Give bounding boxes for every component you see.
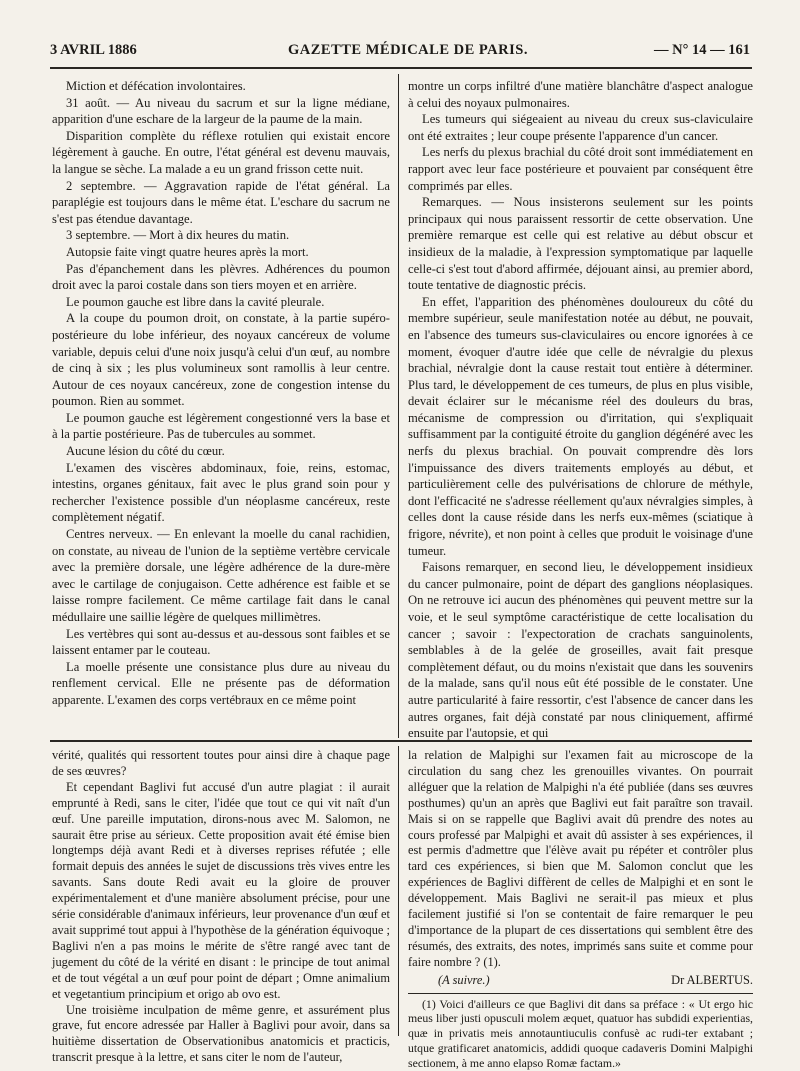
paragraph: A la coupe du poumon droit, on constate, à la partie supéro-postérieure du lobe inférieur, des noyaux cancéreux de volume variable, depuis celui d'une noix jusqu'à celui d'un œuf, au nombre de cinq à six ; les plus volumineux sont ramollis à leur centre. Autour de ces noyaux cancéreux, zone de congestion intense du poumon. Rien au sommet.	[52, 311, 390, 409]
footnote-text: (1) Voici d'ailleurs ce que Baglivi dit dans sa préface : « Ut ergo hic meus liber justi opusculi molem æquet, quatuor has subdidi experientias, quæ in privatis meis annotauntiuculis confusè ac rudi-ter extabant ; utque gratificaret anatomicis, addidi quoque cadaveris Domini Malpighi sectionem, à me anno elapso Romæ factam.»	[408, 996, 753, 1070]
footnote-rule	[408, 993, 753, 994]
header-page-number: — N° 14 — 161	[653, 42, 750, 58]
paragraph: Aucune lésion du côté du cœur.	[66, 444, 225, 459]
paragraph: Disparition complète du réflexe rotulien qui existait encore légèrement à gauche. En outre, l'état général est devenu mauvais, la langue se sèche. La malade a eu un grand frisson cette nuit.	[52, 128, 390, 176]
paragraph: La moelle présente une consistance plus dure au niveau du renflement cervical. Elle ne présente pas de déformation apparente. L'examen des corps vertébraux en ce même point	[52, 659, 390, 707]
paragraph: 3 septembre. — Mort à dix heures du matin.	[66, 228, 290, 243]
paragraph: Pas d'épanchement dans les plèvres. Adhérences du poumon droit avec la paroi costale dans son tiers moyen et en arrière.	[52, 261, 390, 293]
bottom-right-paragraphs	[408, 748, 753, 971]
paragraph: vérité, qualités qui ressortent toutes pour ainsi dire à chaque page de ses œuvres?	[52, 748, 390, 778]
paragraph: En effet, l'apparition des phénomènes douloureux du côté du membre supérieur, seule manifestation notée au début, ne pouvait, en l'absence des tumeurs sus-claviculaires ou encore ignorées à ce moment, évoquer d'autre idée que celle de névralgie du plexus brachial, névralgie dont la cause restait tout entière à déterminer. Plus tard, le développement de ces tumeurs, de plus en plus visible, devait éclairer sur le mécanisme réel des douleurs du bras, mécanisme de compression ou d'irritation, qui s'expliquait suffisamment par la contiguité étroite du ganglion dégénéré avec les nerfs du plexus brachial. On pouvait comprendre dès lors l'impuissance des divers traitements employés au début, et particulièrement celle des pulvérisations de chlorure de méthyle, dont l'efficacité ne s'adresse réellement qu'aux névralgies simples, à celles dont la cause réside dans les nerfs eux-mêmes (sciatique à frigore, névrite), et non point à celles que produit le voisinage d'une tumeur.	[408, 294, 753, 558]
paragraph: Une troisième inculpation de même genre, et assurément plus grave, fut encore adressée par Haller à Baglivi pour avoir, dans sa huitième dissertation de Observationibus anatomicis et practicis, transcrit presque à la lettre, et sans citer le nom de l'auteur,	[52, 1002, 390, 1065]
paragraph: Remarques. — Nous insisterons seulement sur les points principaux qui nous paraissent ressortir de cette observation. Une première remarque est celle qui est relative au début obscur et insidieux de la maladie, à l'expression symptomatique par laquelle celle-ci s'est tout d'abord affirmée, déjouant ainsi, au premier abord, toute tentative de diagnostic précis.	[408, 195, 753, 293]
signature-line	[408, 973, 753, 989]
paragraph: Centres nerveux. — En enlevant la moelle du canal rachidien, on constate, au niveau de l'union de la septième vertèbre cervicale avec la première dorsale, une légère adhérence de la dure-mère avec le cartilage de conjugaison. Cette adhérence est faible et se laisse rompre facilement. Ce même cartilage fait dans le canal médullaire une saillie légère de quelques millimètres.	[52, 527, 390, 624]
page-header	[50, 42, 750, 66]
paragraph: Le poumon gauche est légèrement congestionné vers la base et à la partie postérieure. Pas de tubercules au sommet.	[52, 410, 390, 442]
paragraph: Et cependant Baglivi fut accusé d'un autre plagiat : il aurait emprunté à Redi, sans le citer, l'idée que tout ce qui vit naît d'un œuf. Une pareille imputation, dirons-nous avec M. Salomon, ne saurait être prise au sérieux. Cette proposition avait été émise bien longtemps déjà avant Redi et à diverses reprises réfutée ; elle formait depuis des années le sujet de discussions très vives entre les savants. Sans doute Redi avait eu la gloire de prouver expérimentalement et d'une manière absolument précise, pour une série considérable d'animaux inférieurs, leur provenance d'un œuf et avait supprimé tout appui à l'hypothèse de la génération équivoque ; Baglivi n'en a pas moins le mérite de s'être rangé avec tant de jugement du côté de la vérité en disant : le principe de tout animal et de tout végétal a un œuf pour point de départ ; Omne animalium et vegetantium principium et origo ab ovo est.	[52, 779, 390, 1001]
paragraph: Les nerfs du plexus brachial du côté droit sont immédiatement en rapport avec leur face postérieure et pouvaient par conséquent être comprimés par elles.	[408, 145, 753, 193]
column-bottom-left	[52, 748, 390, 1066]
header-rule	[50, 67, 752, 69]
header-title: GAZETTE MÉDICALE DE PARIS.	[288, 42, 528, 58]
paragraph: 31 août. — Au niveau du sacrum et sur la ligne médiane, apparition d'une eschare de la largeur de la paume de la main.	[52, 95, 390, 127]
header-date: 3 AVRIL 1886	[50, 42, 137, 58]
paragraph: Autopsie faite vingt quatre heures après la mort.	[66, 244, 309, 259]
paragraph: 2 septembre. — Aggravation rapide de l'état général. La paraplégie est toujours dans le même état. L'eschare du sacrum ne s'est pas étendue davantage.	[52, 178, 390, 226]
paragraph: Les tumeurs qui siégeaient au niveau du creux sus-claviculaire ont été extraites ; leur coupe présente l'apparence d'un cancer.	[408, 112, 753, 143]
column-top-left	[52, 78, 390, 709]
author-signature: Dr ALBERTUS.	[671, 972, 753, 987]
paragraph: Les vertèbres qui sont au-dessus et au-dessous sont faibles et se laissent entamer par le couteau.	[52, 626, 390, 658]
paragraph: montre un corps infiltré d'une matière blanchâtre d'aspect analogue à celui des noyaux pulmonaires.	[408, 79, 753, 110]
column-divider-bottom	[398, 746, 399, 1036]
column-top-right	[408, 78, 753, 742]
paragraph: Miction et défécation involontaires.	[66, 79, 246, 93]
paragraph: Le poumon gauche est libre dans la cavité pleurale.	[66, 294, 325, 309]
to-be-continued: (A suivre.)	[438, 972, 490, 987]
column-bottom-right	[408, 748, 753, 1071]
paragraph: Faisons remarquer, en second lieu, le développement insidieux du cancer pulmonaire, point de départ des ganglions néoplasiques. On ne retrouve ici aucun des phénomènes qui peuvent mettre sur la voie, et le seul symptôme caractéristique de cette localisation du cancer ; savoir : l'expectoration de crachats sanguinolents, semblables à de la gelée de groseilles, avait fait presque complètement défaut, ou du moins n'existait que dans les souvenirs de la malade, sans qu'il nous eût été possible de le constater. Une autre particularité à faire ressortir, c'est l'absence de cancer dans les autres organes, fait déjà constaté par nous cliniquement, affirmé ensuite par l'autopsie, et qui	[408, 560, 753, 741]
paragraph: L'examen des viscères abdominaux, foie, reins, estomac, intestins, organes génitaux, fait avec le plus grand soin pour y rechercher l'existence possible d'un néoplasme cancéreux, reste complètement négatif.	[52, 460, 390, 525]
feuilleton-rule	[50, 740, 752, 742]
footnote	[408, 997, 753, 1071]
paragraph: la relation de Malpighi sur l'examen fait au microscope de la circulation du sang chez les grenouilles vivantes. On pourrait alléguer que la relation de Malpighi n'a été publiée (dans ses œuvres posthumes) qu'un an après que Baglivi eut fait paraître son travail. Mais si on se rappelle que Baglivi avait dû prendre des notes au cours professé par Malpighi et avait dû assister à ses expériences, il est permis d'admettre que l'élève avait pu répéter et contrôler plus tard ces expériences, si bien que M. Salomon conclut que les expériences de Baglivi diffèrent de celles de Malpighi et en sont le développement. Mais Baglivi ne serait-il pas mieux et plus facilement justifié si l'on se contentait de faire remarquer le peu d'importance de la plupart de ces dissertations qui semblent être des résumés, des extraits, des notes, imprimés sans suite et comme pour faire nombre ? (1).	[408, 748, 753, 969]
column-divider-top	[398, 74, 399, 738]
